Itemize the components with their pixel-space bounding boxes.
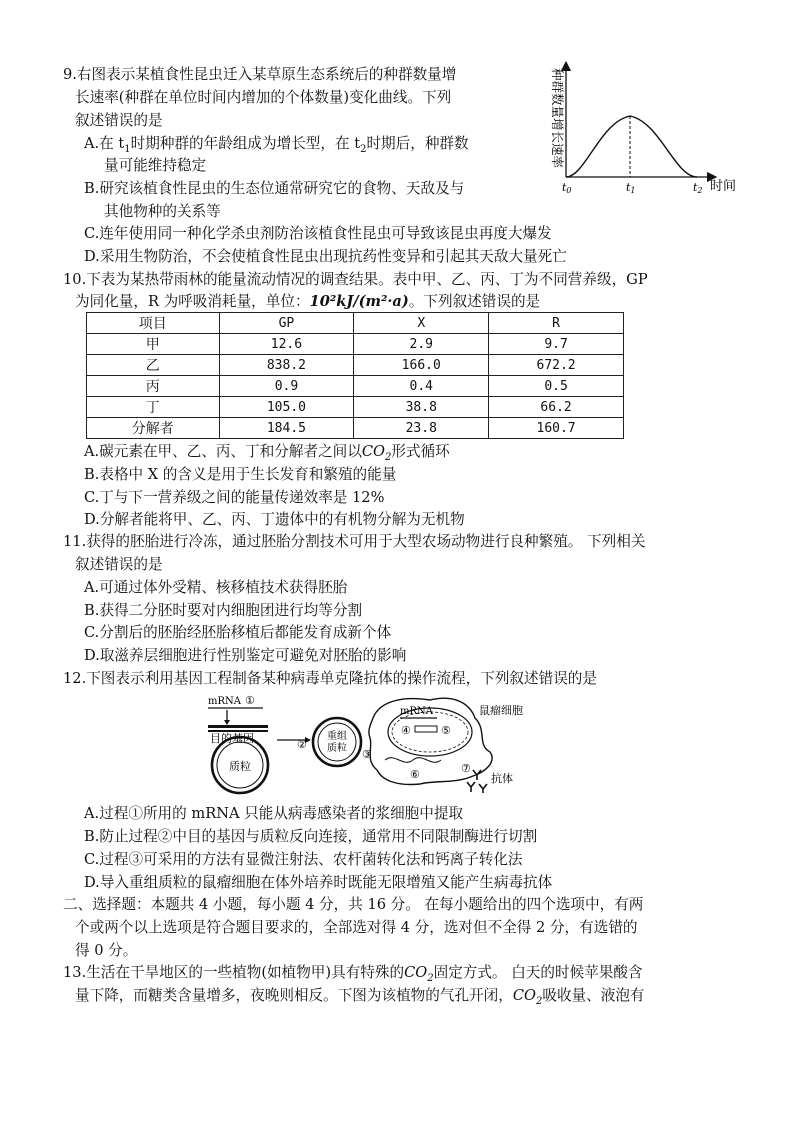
q9-option-d: D.采用生物防治，不会使植食性昆虫出现抗药性变异和引起其天敌大量死亡: [84, 248, 567, 265]
section2-heading-line2: 个或两个以上选项是符合题目要求的，全部选对得 4 分，选对但不全得 2 分，有选错的: [75, 919, 638, 936]
cell-r: 0.5: [489, 376, 624, 397]
step3-label: ③: [362, 748, 372, 761]
q9-option-b: B.研究该植食性昆虫的生态位通常研究它的食物、天敌及与: [84, 180, 465, 197]
t1-label: t1: [626, 181, 636, 195]
section2-heading-line3: 得 0 分。: [75, 942, 138, 959]
antibody-icon: [479, 784, 487, 793]
q13-stem-line1: 13.生活在干旱地区的一些植物(如植物甲)具有特殊的$CO_2$固定方式。 白天的时候苹果酸含: [63, 964, 643, 984]
y-axis-label: 种群数量增长速率: [550, 68, 565, 169]
recombinant-plasmid-inner: [318, 723, 356, 761]
q10-option-d: D.分解者能将甲、乙、丙、丁遗体中的有机物分解为无机物: [84, 511, 465, 528]
q10-option-b: B.表格中 X 的含义是用于生长发育和繁殖的能量: [84, 466, 397, 483]
q12-option-b: B.防止过程②中目的基因与质粒反向连接，通常用不同限制酶进行切割: [84, 828, 538, 845]
cell-x: 2.9: [354, 334, 489, 355]
cell-r: 9.7: [489, 334, 624, 355]
step7-label: ⑦: [461, 762, 471, 775]
step6-label: ⑥: [410, 768, 420, 781]
q11-stem-line2: 叙述错误的是: [75, 556, 163, 573]
growth-rate-curve: [566, 116, 697, 177]
table-row: [87, 334, 624, 355]
table-row: [87, 376, 624, 397]
cell-gp: 105.0: [219, 397, 354, 418]
q9-stem-line2: 长速率(种群在单位时间内增加的个体数量)变化曲线。下列: [75, 89, 452, 106]
recombinant-label-1: 重组: [327, 731, 347, 742]
q11-option-a: A.可通过体外受精、核移植技术获得胚胎: [84, 579, 348, 596]
arrow-head: [224, 720, 230, 725]
step2-label: ②: [297, 738, 307, 751]
endoplasmic-reticulum: [385, 758, 441, 763]
q11-option-d: D.取滋养层细胞进行性别鉴定可避免对胚胎的影响: [84, 647, 407, 664]
table-row: [87, 355, 624, 376]
cell-r: 160.7: [489, 418, 624, 439]
cell-x: 0.4: [354, 376, 489, 397]
table-header-row: [87, 313, 624, 334]
cell-x: 23.8: [354, 418, 489, 439]
step5-label: ⑤: [441, 724, 451, 737]
target-gene-label: 目的基因: [210, 732, 254, 745]
q9-option-a-cont: 量可能维持稳定: [104, 157, 207, 174]
q12-option-a: A.过程①所用的 mRNA 只能从病毒感染者的浆细胞中提取: [84, 805, 464, 822]
q11-option-b: B.获得二分胚时要对内细胞团进行均等分割: [84, 602, 363, 619]
antibody-label: 抗体: [491, 772, 513, 785]
header-r: R: [489, 313, 624, 334]
cell-gp: 184.5: [219, 418, 354, 439]
antibody-icon: [467, 782, 475, 792]
cell-x: 38.8: [354, 397, 489, 418]
cell-gp: 0.9: [219, 376, 354, 397]
mrna-cell-label: mRNA: [400, 706, 433, 717]
table-row: [87, 397, 624, 418]
cell-gp: 12.6: [219, 334, 354, 355]
row-label: 丙: [87, 376, 220, 397]
row-label: 分解者: [87, 418, 220, 439]
integrated-gene: [415, 726, 437, 732]
q10-stem-line1: 10.下表为某热带雨林的能量流动情况的调查结果。表中甲、乙、丙、丁为不同营养级，GP: [63, 271, 648, 288]
row-label: 乙: [87, 355, 220, 376]
q9-stem-line1: 9.右图表示某植食性昆虫迁入某草原生态系统后的种群数量增: [63, 66, 457, 83]
t2-label: t2: [693, 181, 703, 195]
row-label: 丁: [87, 397, 220, 418]
table-row: [87, 418, 624, 439]
myeloma-cell-label: 鼠瘤细胞: [479, 704, 523, 717]
q11-option-c: C.分割后的胚胎经胚胎移植后都能发育成新个体: [84, 624, 392, 641]
q10-option-a: A.碳元素在甲、乙、丙、丁和分解者之间以$CO_2$形式循环: [84, 443, 450, 463]
q11-stem-line1: 11.获得的胚胎进行冷冻，通过胚胎分割技术可用于大型农场动物进行良种繁殖。 下列相关: [63, 533, 646, 550]
plasmid-label: 质粒: [229, 760, 251, 773]
target-gene-bar: [208, 725, 268, 728]
q12-stem-line1: 12.下图表示利用基因工程制备某种病毒单克隆抗体的操作流程，下列叙述错误的是: [63, 670, 597, 687]
q9-option-a: A.在 $t_1$时期种群的年龄组成为增长型，在 $t_2$时期后，种群数: [84, 135, 469, 155]
cell-r: 66.2: [489, 397, 624, 418]
q10-stem-line2: 为同化量，R 为呼吸消耗量，单位：10²kJ/(m²·a)。下列叙述错误的是: [75, 293, 541, 310]
q10-unit: 10²kJ/(m²·a): [309, 293, 409, 310]
recombinant-label-2: 质粒: [327, 743, 347, 754]
q9-option-b-cont: 其他物种的关系等: [104, 203, 221, 220]
header-gp: GP: [219, 313, 354, 334]
q12-monoclonal-antibody-figure: [205, 690, 575, 795]
q12-option-c: C.过程③可采用的方法有显微注射法、农杆菌转化法和钙离子转化法: [84, 851, 523, 868]
energy-flow-table: [86, 312, 624, 439]
cell-gp: 838.2: [219, 355, 354, 376]
section2-heading-line1: 二、选择题：本题共 4 小题，每小题 4 分，共 16 分。 在每小题给出的四个选项中，有两: [63, 896, 644, 913]
q9-option-c: C.连年使用同一种化学杀虫剂防治该植食性昆虫可导致该昆虫再度大爆发: [84, 225, 552, 242]
t0-label: t0: [562, 181, 572, 195]
q13-stem-line2: 量下降，而糖类含量增多，夜晚则相反。下图为该植物的气孔开闭，$CO_2$吸收量、液泡有: [75, 987, 645, 1007]
q9-growth-rate-figure: [540, 60, 745, 195]
header-item: 项目: [87, 313, 220, 334]
x-axis-label: 时间: [710, 179, 737, 194]
recombinant-plasmid-outer: [313, 718, 361, 766]
q12-option-d: D.导入重组质粒的鼠瘤细胞在体外培养时既能无限增殖又能产生病毒抗体: [84, 874, 553, 891]
step4-label: ④: [401, 724, 411, 737]
step1-label: ①: [245, 694, 255, 707]
q9-stem-line3: 叙述错误的是: [75, 112, 163, 129]
row-label: 甲: [87, 334, 220, 355]
q10-option-c: C.丁与下一营养级之间的能量传递效率是 12%: [84, 489, 385, 506]
cell-x: 166.0: [354, 355, 489, 376]
header-x: X: [354, 313, 489, 334]
mrna-left-label: mRNA: [208, 696, 241, 707]
cell-r: 672.2: [489, 355, 624, 376]
